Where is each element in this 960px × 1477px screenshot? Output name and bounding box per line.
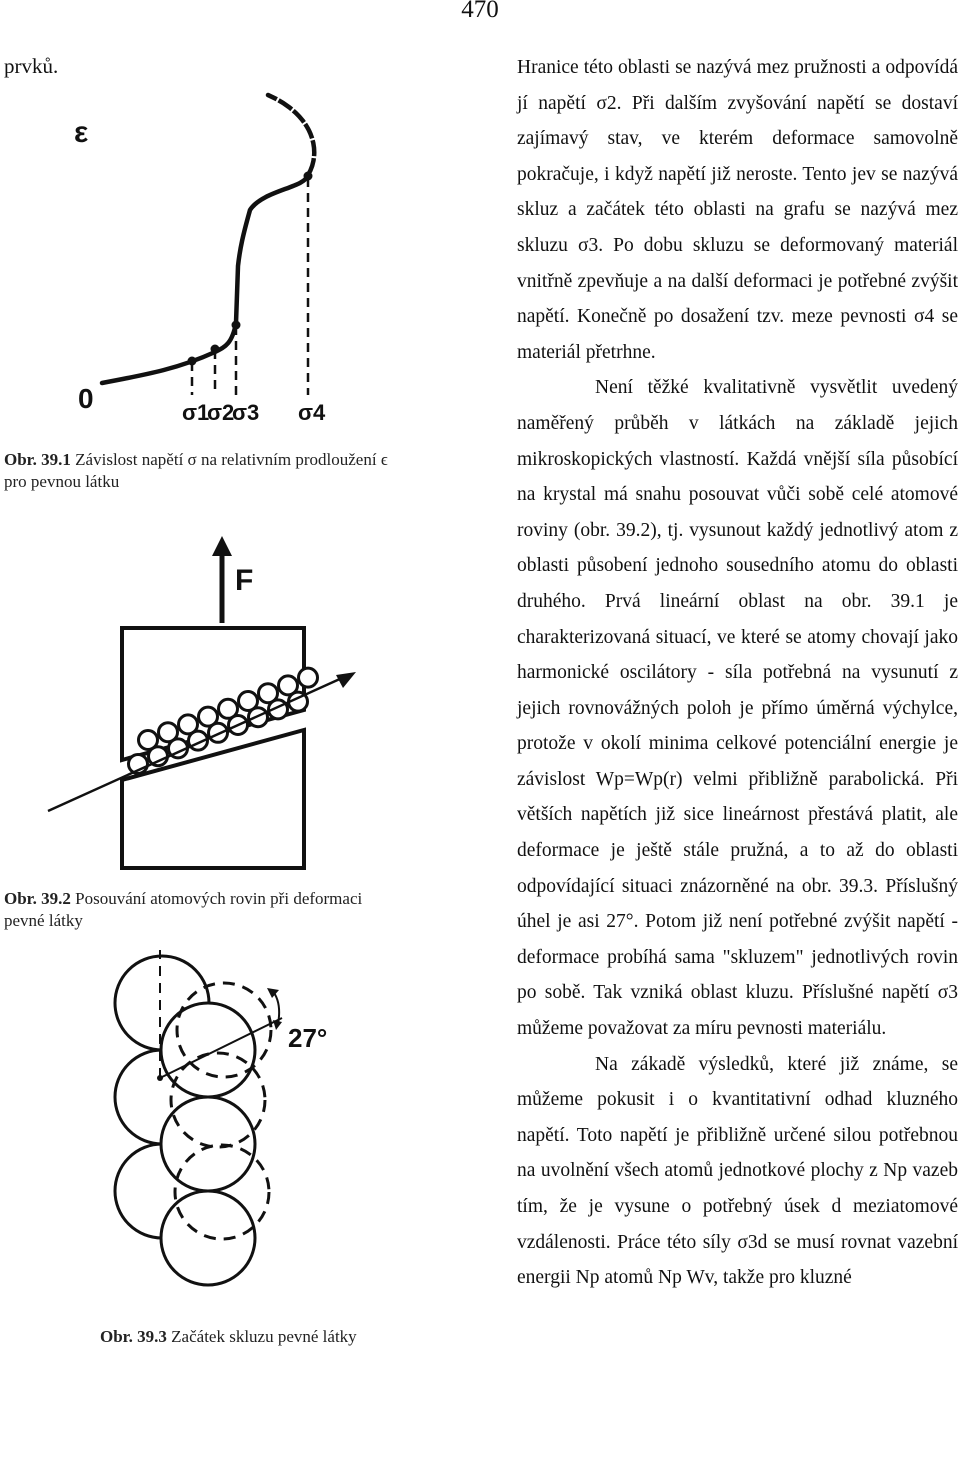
- tick-sigma4: σ4: [298, 400, 326, 425]
- paragraph-2: Není těžké kvalitativně vysvětlit uvedený naměřený průběh v látkách na základě jejich mikroskopických vlastností. Každá vnější síla působící na krystal má snahu posouvat vůči sobě celé atomové roviny (obr. 39.2), tj. vysunout každý jednotlivý atom z oblasti působení jednoho sousedního atomu do oblasti druhého. Prvá lineární oblast na obr. 39.1 je charakterizovaná situací, ve které se atomy chovají jako harmonické oscilátory - síla potřebná na vysunutí z jejich rovnovážných poloh je přímo úměrná výchylce, protože v okolí minima celkové potenciální energie je závislost Wp=Wp(r) velmi přibližně parabolická. Při větších napětích již sice lineárnost přestává platit, ale deformace je ještě stále pružná, a to až do oblasti odpovídající situaci znázorněné na obr. 39.3. Příslušný úhel je asi 27°. Potom již není potřebné zvýšit napětí - deformace probíhá sama "skluzem" jednotlivých rovin po sobě. Tak vzniká oblast kluzu. Příslušné napětí σ3 můžeme považovat za míru pevnosti materiálu.: [517, 377, 958, 1040]
- atom: [299, 668, 318, 687]
- figure-39-1-caption: [4, 449, 404, 493]
- left-column-text: prvků.: [4, 54, 59, 78]
- shear-arrow-head: [336, 672, 356, 688]
- figure-atomic-planes: [30, 528, 410, 878]
- page-number: 470: [461, 0, 499, 23]
- atom: [149, 747, 168, 766]
- caption-label: Obr. 39.1: [4, 450, 71, 469]
- tick-sigma3: σ3: [232, 400, 260, 425]
- paragraph-3: Na zákadě výsledků, které již známe, se můžeme pokusit i o kvantitativní odhad kluzného napětí. Toto napětí je přibližně určené silou potřebnou na uvolnění všech atomů jednotkové plochy z Np vazeb tím, že je vysune o potřebný úsek d meziatomové vzdálenosti. Práce této síly σ3d se musí rovnat vazební energii Np atomů Np Wv, takže pro kluzné: [517, 1053, 958, 1289]
- force-arrow-head: [212, 536, 232, 556]
- caption-label: Obr. 39.2: [4, 889, 71, 908]
- arc-arrow-bottom: [273, 1020, 282, 1030]
- stress-strain-curve: [102, 95, 314, 383]
- tick-sigma1: σ1: [182, 400, 210, 425]
- figure-39-3-caption: [100, 1326, 360, 1348]
- axis-origin-label: 0: [78, 383, 94, 414]
- figure-slip-start: [100, 930, 370, 1320]
- paragraph-1: Hranice této oblasti se nazývá mez pružnosti a odpovídá jí napětí σ2. Při dalším zvyšování napětí se dostaví zajímavý stav, ve kterém deformace samovolně pokračuje, i když napětí již neroste. Tento jev se nazývá skluz a začátek této oblasti na grafu se nazývá mez skluzu σ3. Po dobu skluzu se deformovaný materiál vnitřně zpevňuje a na další deformaci je potřebné zvýšit napětí. Konečně po dosažení tzv. meze pevnosti σ4 se materiál přetrhne.: [517, 57, 958, 363]
- caption-text: Začátek skluzu pevné látky: [166, 1327, 357, 1346]
- axis-epsilon-label: ε: [74, 116, 89, 149]
- caption-label: Obr. 39.3: [100, 1327, 167, 1346]
- figure-stress-strain-graph: [60, 90, 420, 445]
- tick-sigma2: σ2: [207, 400, 235, 425]
- force-label: F: [235, 564, 254, 597]
- pivot-point: [157, 1075, 163, 1081]
- angle-label: 27°: [288, 1023, 328, 1053]
- arc-arrow-top: [267, 988, 279, 998]
- caption-text: Posouvání atomových rovin při deformaci pevné látky: [4, 889, 363, 930]
- figure-39-2-caption: [4, 888, 404, 932]
- body-text-column: [517, 50, 958, 1296]
- caption-text: Závislost napětí σ na relativním prodloužení ϵ pro pevnou látku: [4, 450, 388, 491]
- solid-atoms: [115, 956, 255, 1285]
